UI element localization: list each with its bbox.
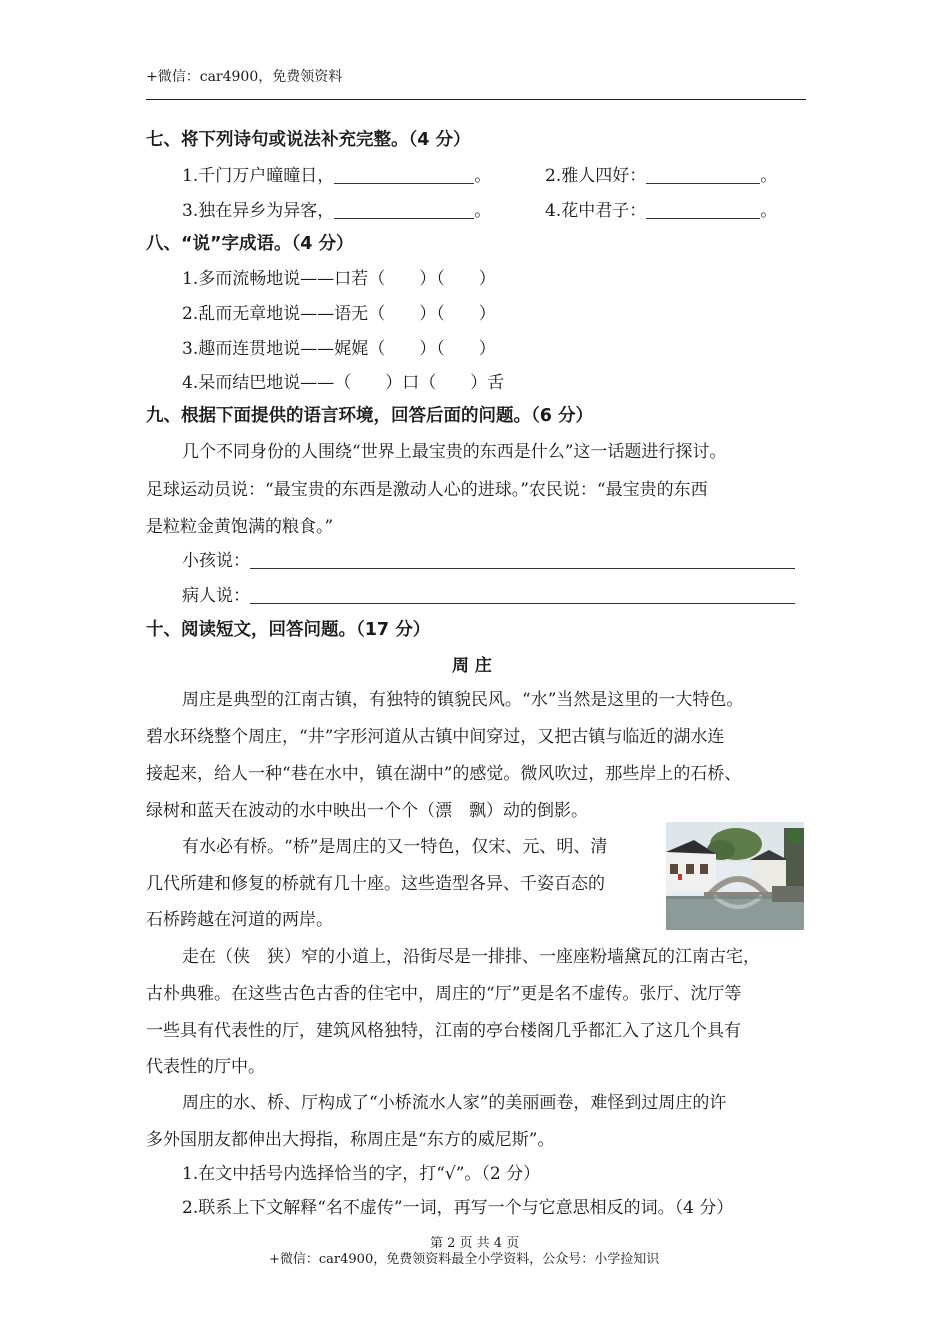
article-line: 一些具有代表性的厅，建筑风格独特，江南的亭台楼阁几乎都汇入了这几个具有 bbox=[146, 1021, 741, 1041]
page-number: 第 2 页 共 4 页 bbox=[430, 1236, 520, 1251]
article-line: 绿树和蓝天在波动的水中映出一个个（漂 飘）动的倒影。 bbox=[146, 801, 588, 821]
s7-q2: 2.雅人四好： 。 bbox=[545, 166, 778, 186]
article-line: 古朴典雅。在这些古色古香的住宅中，周庄的“厅”更是名不虚传。张厅、沈厅等 bbox=[146, 984, 742, 1004]
article-line: 几代所建和修复的桥就有几十座。这些造型各异、千姿百态的 bbox=[146, 874, 605, 894]
article-line: 多外国朋友都伸出大拇指，称周庄是“东方的威尼斯”。 bbox=[146, 1130, 555, 1150]
answer-blank[interactable] bbox=[334, 200, 474, 219]
s8-q4: 4.呆而结巴地说——（ ）口（ ）舌 bbox=[182, 373, 505, 393]
s8-q2: 2.乱而无章地说——语无（ ）（ ） bbox=[182, 304, 496, 324]
header-rule bbox=[146, 99, 806, 100]
s7-q1: 1.千门万户曈曈日， 。 bbox=[182, 166, 492, 186]
s10-question-1: 1.在文中括号内选择恰当的字，打“√”。（2 分） bbox=[182, 1164, 541, 1184]
answer-blank[interactable] bbox=[646, 200, 760, 219]
s9-paragraph-line: 足球运动员说：“最宝贵的东西是激动人心的进球。”农民说：“最宝贵的东西 bbox=[146, 480, 708, 500]
s7-q3: 3.独在异乡为异客， 。 bbox=[182, 201, 492, 221]
s8-q3: 3.趣而连贯地说——娓娓（ ）（ ） bbox=[182, 339, 496, 359]
s8-q1: 1.多而流畅地说——口若（ ）（ ） bbox=[182, 269, 496, 289]
article-line: 接起来，给人一种“巷在水中，镇在湖中”的感觉。微风吹过，那些岸上的石桥、 bbox=[146, 764, 742, 784]
section-10-title: 十、阅读短文，回答问题。（17 分） bbox=[146, 620, 431, 640]
footer-ad: +微信：car4900，免费领资料最全小学资料，公众号：小学捡知识 bbox=[269, 1252, 660, 1267]
header-text: +微信：car4900，免费领资料 bbox=[146, 69, 343, 85]
answer-blank[interactable] bbox=[250, 550, 795, 569]
answer-blank[interactable] bbox=[250, 585, 795, 604]
section-7-title: 七、将下列诗句或说法补充完整。（4 分） bbox=[146, 130, 471, 150]
answer-blank[interactable] bbox=[646, 165, 760, 184]
article-line: 周庄是典型的江南古镇，有独特的镇貌民风。“水”当然是这里的一大特色。 bbox=[182, 690, 744, 710]
article-line: 代表性的厅中。 bbox=[146, 1057, 265, 1077]
article-line: 有水必有桥。“桥”是周庄的又一特色，仅宋、元、明、清 bbox=[182, 837, 608, 857]
s9-child-answer: 小孩说： bbox=[182, 546, 795, 571]
article-title: 周 庄 bbox=[452, 656, 492, 676]
s10-question-2: 2.联系上下文解释“名不虚传”一词，再写一个与它意思相反的词。（4 分） bbox=[182, 1198, 734, 1218]
s7-q4: 4.花中君子： 。 bbox=[545, 201, 778, 221]
article-line: 碧水环绕整个周庄，“井”字形河道从古镇中间穿过，又把古镇与临近的湖水连 bbox=[146, 727, 725, 747]
article-line: 周庄的水、桥、厅构成了“小桥流水人家”的美丽画卷，难怪到过周庄的许 bbox=[182, 1093, 727, 1113]
article-line: 走在（侠 狭）窄的小道上，沿街尽是一排排、一座座粉墙黛瓦的江南古宅， bbox=[182, 947, 760, 967]
zhouzhuang-bridge-photo bbox=[666, 822, 804, 930]
answer-blank[interactable] bbox=[334, 165, 474, 184]
section-9-title: 九、根据下面提供的语言环境，回答后面的问题。（6 分） bbox=[146, 406, 594, 426]
s9-paragraph-line: 几个不同身份的人围绕“世界上最宝贵的东西是什么”这一话题进行探讨。 bbox=[182, 442, 727, 462]
s9-patient-answer: 病人说： bbox=[182, 581, 795, 606]
section-8-title: 八、“说”字成语。（4 分） bbox=[146, 234, 354, 254]
s9-paragraph-line: 是粒粒金黄饱满的粮食。” bbox=[146, 517, 334, 537]
article-line: 石桥跨越在河道的两岸。 bbox=[146, 910, 333, 930]
